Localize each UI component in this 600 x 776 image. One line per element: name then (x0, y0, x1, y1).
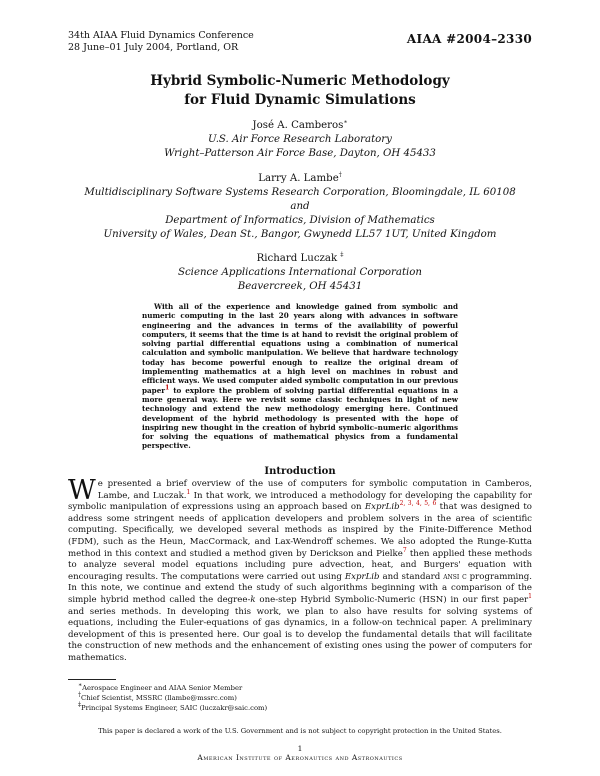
author-affiliation: Wright–Patterson Air Force Base, Dayton, OH 45433 (164, 148, 436, 159)
author-affiliation: Multidisciplinary Software Systems Research Corporation, Bloomingdale, IL 60108 (84, 187, 516, 198)
citation-link[interactable]: 1 (165, 384, 170, 392)
citation-link[interactable]: 1 (528, 593, 532, 601)
citation-link[interactable]: 1 (186, 488, 191, 496)
paper-title (0, 72, 600, 110)
author-block-3 (0, 252, 600, 294)
author-affiliation: University of Wales, Dean St., Bangor, Gwynedd LL57 1UT, United Kingdom (103, 229, 497, 240)
title-line-2: for Fluid Dynamic Simulations (184, 92, 416, 108)
author-name: Larry A. Lambe† (258, 171, 342, 184)
title-line-1: Hybrid Symbolic-Numeric Methodology (150, 73, 450, 89)
paper-number: AIAA #2004–2330 (406, 32, 532, 46)
page-number: 1 (297, 744, 303, 753)
footnote: ∗Aerospace Engineer and AIAA Senior Member (78, 681, 243, 692)
conference-info (68, 30, 254, 54)
introduction-text: We presented a brief overview of the use of computers for symbolic computation in Camberos, Lambe, and Luczak.$^1$ In that work, we introduced a methodology for developing the capability for symbolic manipulation of expressions using an approach based on ExprLib$^{2, 3, 4, 5, 6}$ that was designed to address some stringent needs of application developers and problem solvers in the area of scientific computing. Specifically, we developed several methods as inspired by the Finite-Difference Method (FDM), such as the Heun, MacCormack, and Lax-Wendroff schemes. We also adopted the Runge-Kutta method in this context and studied a method given by Derickson and Pielke$^7$ then applied these methods to analyze several model equations including pure advection, heat, and Burgers' equation with encouraging results. The computations were carried out using ExprLib and standard ansi c programming. In this note, we continue and extend the study of such algorithms beginning with a comparison of the simple hybrid method called the degree-k one-step Hybrid Symbolic-Numeric (HSN) in our first paper$^1$ and series methods. In developing this work, we plan to also have results for solving systems of equations, including the Euler-equations of gas dynamics, in a follow-on technical paper. A preliminary development of this is presented here. Our goal is to develop the fundamental details that will facilitate the construction of new methods and the enhancement of existing ones using the power of computers for mathematics. (68, 475, 533, 663)
conference-name: 34th AIAA Fluid Dynamics Conference (68, 30, 254, 41)
section-heading: Introduction (264, 466, 336, 477)
citation-link[interactable]: 7 (402, 546, 407, 554)
author-name: José A. Camberos∗ (252, 118, 348, 131)
author-affiliation: Department of Informatics, Division of Mathematics (165, 215, 435, 226)
author-affiliation: and (290, 201, 310, 212)
footnote: †Chief Scientist, MSSRC (llambe@mssrc.com) (78, 691, 237, 702)
author-block-1 (0, 119, 600, 161)
citation-link[interactable]: 2, 3, 4, 5, 6 (399, 500, 437, 508)
footnote: ‡Principal Systems Engineer, SAIC (luczakr@saic.com) (78, 701, 268, 712)
author-block-2 (0, 172, 600, 242)
author-name: Richard Luczak ‡ (256, 251, 344, 264)
footnote-rule (68, 679, 116, 680)
abstract: With all of the experience and knowledge gained from symbolic and numeric computing in the last 20 years along with advances in software engineering and the advances in terms of the availability of powerful computers, it seems that the time is at hand to revisit the original problem of solving partial differential equations using a combination of numerical calculation and symbolic manipulation. We believe that hardware technology today has become powerful enough to realize the original dream of implementing mathematics at a high level on machines in robust and efficient ways. We used computer aided symbolic computation in our previous paper$^1$ to explore the problem of solving partial differential equations in a more general way. Here we revisit some classic techniques in light of new technology and extend the new methodology emerging here. Continued development of the hybrid methodology is presented with the hope of inspiring new thought in the creation of hybrid symbolic–numeric algorithms for solving the equations of mathematical physics from a fundamental perspective. (142, 302, 458, 451)
author-affiliation: Science Applications International Corporation (178, 267, 422, 278)
author-affiliation: Beavercreek, OH 45431 (237, 281, 363, 292)
copyright-notice: This paper is declared a work of the U.S. Government and is not subject to copyright protection in the United States. (98, 727, 502, 735)
drop-cap: W (68, 475, 96, 506)
conference-dates: 28 June–01 July 2004, Portland, OR (68, 42, 239, 53)
institute-name: American Institute of Aeronautics and Astronautics (197, 753, 403, 762)
author-affiliation: U.S. Air Force Research Laboratory (208, 134, 392, 145)
